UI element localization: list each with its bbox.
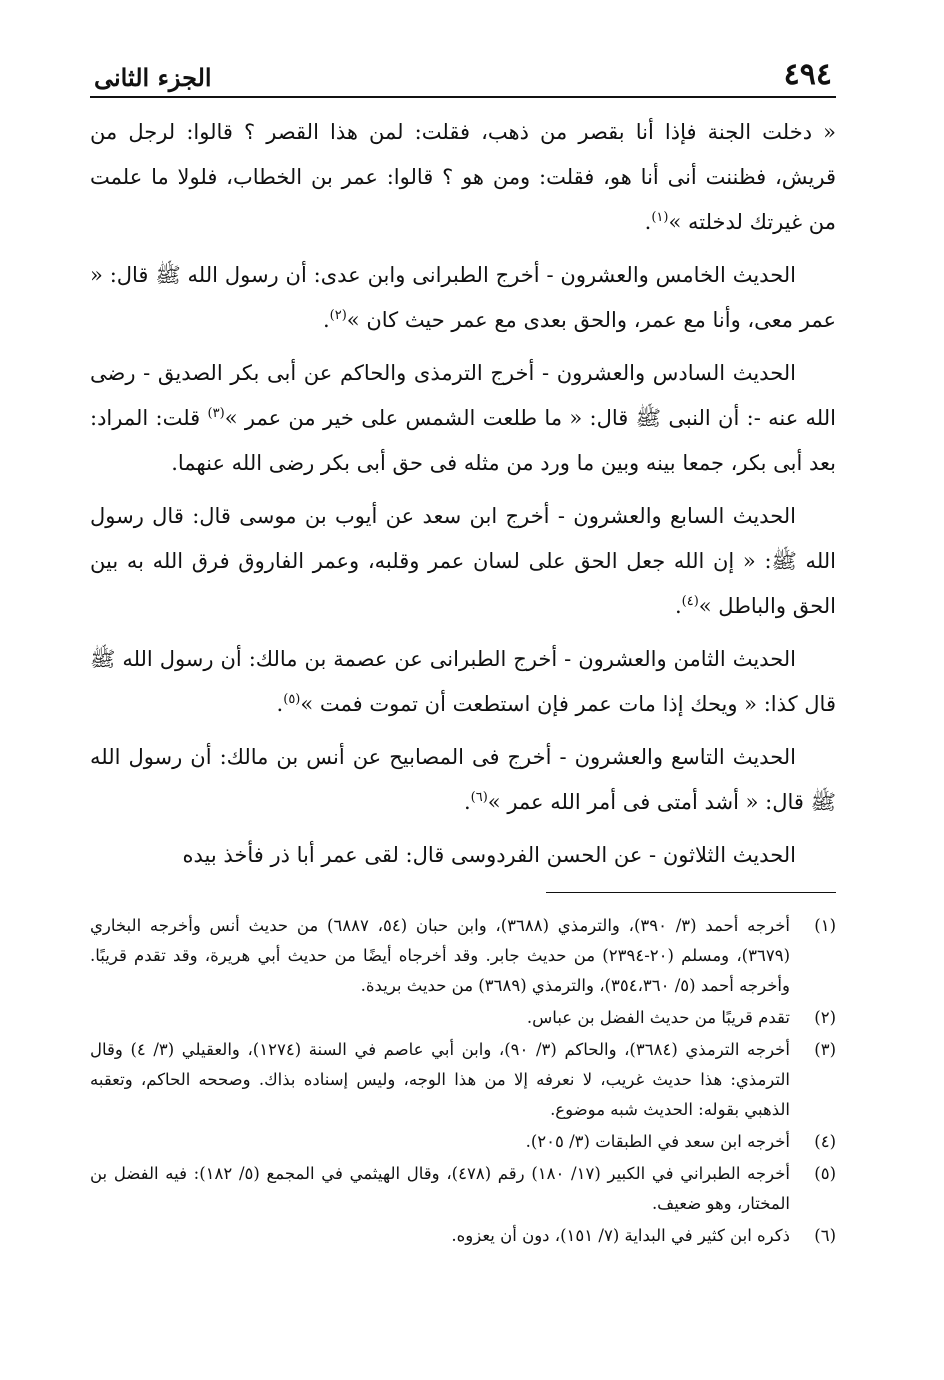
footnote-number: (٣) <box>814 1040 836 1059</box>
footnote-separator <box>546 892 836 893</box>
paragraph-text: الحديث السادس والعشرون - أخرج الترمذى والحاكم عن أبى بكر الصديق - رضى الله عنه -: أن النبى ﷺ قال: « ما طلعت الشمس على خير من عمر » <box>90 361 836 430</box>
footnote-ref: (٦) <box>470 790 488 805</box>
paragraph <box>90 110 836 245</box>
footnote-text: أخرجه الطبراني في الكبير (١٧/ ١٨٠) رقم (٤٧٨)، وقال الهيثمي في المجمع (٥/ ١٨٢): فيه الفضل بن المختار، وهو ضعيف. <box>90 1164 791 1213</box>
main-text <box>90 110 836 878</box>
footnote-number: (٤) <box>814 1132 836 1151</box>
footnote-number: (٦) <box>814 1226 836 1245</box>
footnote-ref: (٥) <box>283 692 301 707</box>
footnote-number: (٥) <box>814 1164 836 1183</box>
footnote <box>90 1159 836 1219</box>
footnote-text: تقدم قريبًا من حديث الفضل بن عباس. <box>526 1008 790 1027</box>
paragraph <box>90 833 836 878</box>
footnote-number: (١) <box>814 916 836 935</box>
paragraph-text: الحديث السابع والعشرون - أخرج ابن سعد عن أيوب بن موسى قال: قال رسول الله ﷺ: « إن الله جعل الحق على لسان عمر وقلبه، وعمر الفاروق فرق الله به بين الحق والباطل » <box>90 504 836 618</box>
footnote-ref: (٤) <box>681 594 699 609</box>
footnote <box>90 1221 836 1251</box>
paragraph-end: . <box>644 210 652 234</box>
running-title: الجزء الثانى <box>94 63 212 92</box>
footnote <box>90 1003 836 1033</box>
footnote-text: أخرجه أحمد (٣/ ٣٩٠)، والترمذي (٣٦٨٨)، وابن حبان (٥٤، ٦٨٨٧) من حديث أنس وأخرجه البخاري (٣٦٧٩)، ومسلم (٢٠-٢٣٩٤) من حديث جابر. وقد أخرجاه أيضًا من حديث أبي هريرة، وقد تقدم قريبًا. وأخرجه أحمد (٥/ ٣٥٤،٣٦٠)، والترمذي (٣٦٨٩) من حديث بريدة. <box>90 916 791 995</box>
paragraph <box>90 637 836 727</box>
paragraph <box>90 735 836 825</box>
paragraph-end: . <box>322 308 330 332</box>
paragraph <box>90 253 836 343</box>
page-header <box>90 40 836 98</box>
paragraph-text: الحديث الثلاثون - عن الحسن الفردوسى قال: لقى عمر أبا ذر فأخذ بيده <box>182 843 796 867</box>
paragraph-text: الحديث الخامس والعشرون - أخرج الطبرانى وابن عدى: أن رسول الله ﷺ قال: « عمر معى، وأنا مع عمر، والحق بعدى مع عمر حيث كان » <box>90 263 836 332</box>
footnote-text: أخرجه ابن سعد في الطبقات (٣/ ٢٠٥). <box>525 1132 790 1151</box>
paragraph-end: . <box>463 790 471 814</box>
footnote <box>90 1127 836 1157</box>
paragraph-text: « دخلت الجنة فإذا أنا بقصر من ذهب، فقلت: لمن هذا القصر ؟ قالوا: لرجل من قريش، فظننت أنى أنا هو، فقلت: ومن هو ؟ قالوا: عمر بن الخطاب، فلولا ما علمت من غيرتك لدخلته » <box>90 120 836 234</box>
footnote-ref: (٢) <box>329 308 347 323</box>
book-page <box>90 40 836 1253</box>
paragraph-end: قلت: المراد: بعد أبى بكر، جمعا بينه وبين ما ورد من مثله فى حق أبى بكر رضى الله عنهما. <box>90 406 836 475</box>
footnote-text: أخرجه الترمذي (٣٦٨٤)، والحاكم (٣/ ٩٠)، وابن أبي عاصم في السنة (١٢٧٤)، والعقيلي (٣/ ٤) وقال الترمذي: هذا حديث غريب، لا نعرفه إلا من هذا الوجه، وليس إسناده بذاك. وصححه الحاكم، وتعقبه الذهبي بقوله: الحديث شبه موضوع. <box>90 1040 790 1119</box>
paragraph <box>90 351 836 486</box>
footnotes <box>90 911 836 1251</box>
footnote-ref: (١) <box>651 210 669 225</box>
paragraph-text: الحديث التاسع والعشرون - أخرج فى المصابيح عن أنس بن مالك: أن رسول الله ﷺ قال: « أشد أمتى فى أمر الله عمر » <box>90 745 836 814</box>
footnote <box>90 911 836 1001</box>
paragraph-end: . <box>276 692 284 716</box>
footnote-number: (٢) <box>814 1008 836 1027</box>
paragraph <box>90 494 836 629</box>
footnote-text: ذكره ابن كثير في البداية (٧/ ١٥١)، دون أن يعزوه. <box>451 1226 790 1245</box>
paragraph-text: الحديث الثامن والعشرون - أخرج الطبرانى عن عصمة بن مالك: أن رسول الله ﷺ قال كذا: « ويحك إذا مات عمر فإن استطعت أن تموت فمت » <box>90 647 836 716</box>
footnote-ref: (٣) <box>207 406 225 421</box>
paragraph-end: . <box>674 594 682 618</box>
page-number: ٤٩٤ <box>783 57 832 92</box>
footnote <box>90 1035 836 1125</box>
